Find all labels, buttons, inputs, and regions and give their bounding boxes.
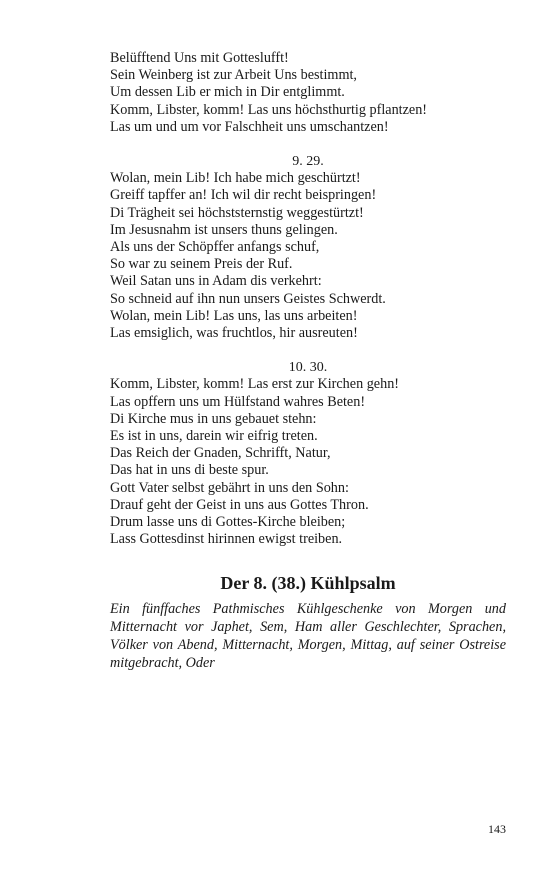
verse-line: Di Kirche mus in uns gebauet stehn:	[110, 410, 317, 427]
verse-line: Di Trägheit sei höchststernstig weggestürtzt!	[110, 204, 364, 221]
verse-line: Als uns der Schöpffer anfangs schuf,	[110, 239, 320, 256]
verse-line: Wolan, mein Lib! Las uns, las uns arbeiten!	[110, 307, 358, 324]
verse-line: Es ist in uns, darein wir eifrig treten.	[110, 428, 318, 445]
verse-line: Weil Satan uns in Adam dis verkehrt:	[110, 273, 322, 290]
verse-line: Wolan, mein Lib! Ich habe mich geschürtzt!	[110, 170, 361, 187]
section-intro: Ein fünffaches Pathmisches Kühlgeschenke von Morgen und Mitternacht vor Japhet, Sem, Ham aller Geschlechter, Sprachen, Völker von Abend, Mitternacht, Morgen, Mittag, auf seiner Ostreise mitgebracht, Oder	[110, 601, 506, 672]
stanza-top	[110, 50, 506, 136]
verse-line: Lass Gottesdinst hirinnen ewigst treiben.	[110, 531, 343, 548]
stanza-10	[110, 359, 506, 548]
page-body	[110, 50, 506, 672]
verse-line: Drum lasse uns di Gottes-Kirche bleiben;	[110, 514, 346, 531]
verse-line: Las emsiglich, was fruchtlos, hir ausreuten!	[110, 325, 358, 342]
verse-line: Gott Vater selbst gebährt in uns den Sohn:	[110, 479, 349, 496]
verse-line: So schneid auf ihn nun unsers Geistes Schwerdt.	[110, 290, 386, 307]
verse-line: Drauf geht der Geist in uns aus Gottes Thron.	[110, 496, 369, 513]
verse-line: Im Jesusnahm ist unsers thuns gelingen.	[110, 221, 338, 238]
stanza-9	[110, 153, 506, 342]
verse-line: Greiff tapffer an! Ich wil dir recht beispringen!	[110, 187, 377, 204]
verse-line: Las opffern uns um Hülfstand wahres Beten!	[110, 393, 366, 410]
verse-line: So war zu seinem Preis der Ruf.	[110, 256, 293, 273]
page-number: 143	[488, 822, 506, 836]
verse-line: Komm, Libster, komm! Las erst zur Kirchen gehn!	[110, 376, 400, 393]
verse-line: Las um und um vor Falschheit uns umschantzen!	[110, 118, 389, 135]
verse-line: Komm, Libster, komm! Las uns höchsthurtig pflantzen!	[110, 101, 428, 118]
stanza-number: 10. 30.	[288, 360, 328, 376]
verse-line: Das Reich der Gnaden, Schrifft, Natur,	[110, 445, 331, 462]
verse-line: Sein Weinberg ist zur Arbeit Uns bestimmt,	[110, 67, 357, 84]
stanza-number: 9. 29.	[292, 154, 324, 170]
verse-line: Um dessen Lib er mich in Dir entglimmt.	[110, 84, 345, 101]
verse-line: Das hat in uns di beste spur.	[110, 462, 269, 479]
verse-line: Belüfftend Uns mit Gotteslufft!	[110, 50, 289, 66]
section-title: Der 8. (38.) Kühlpsalm	[220, 573, 396, 594]
